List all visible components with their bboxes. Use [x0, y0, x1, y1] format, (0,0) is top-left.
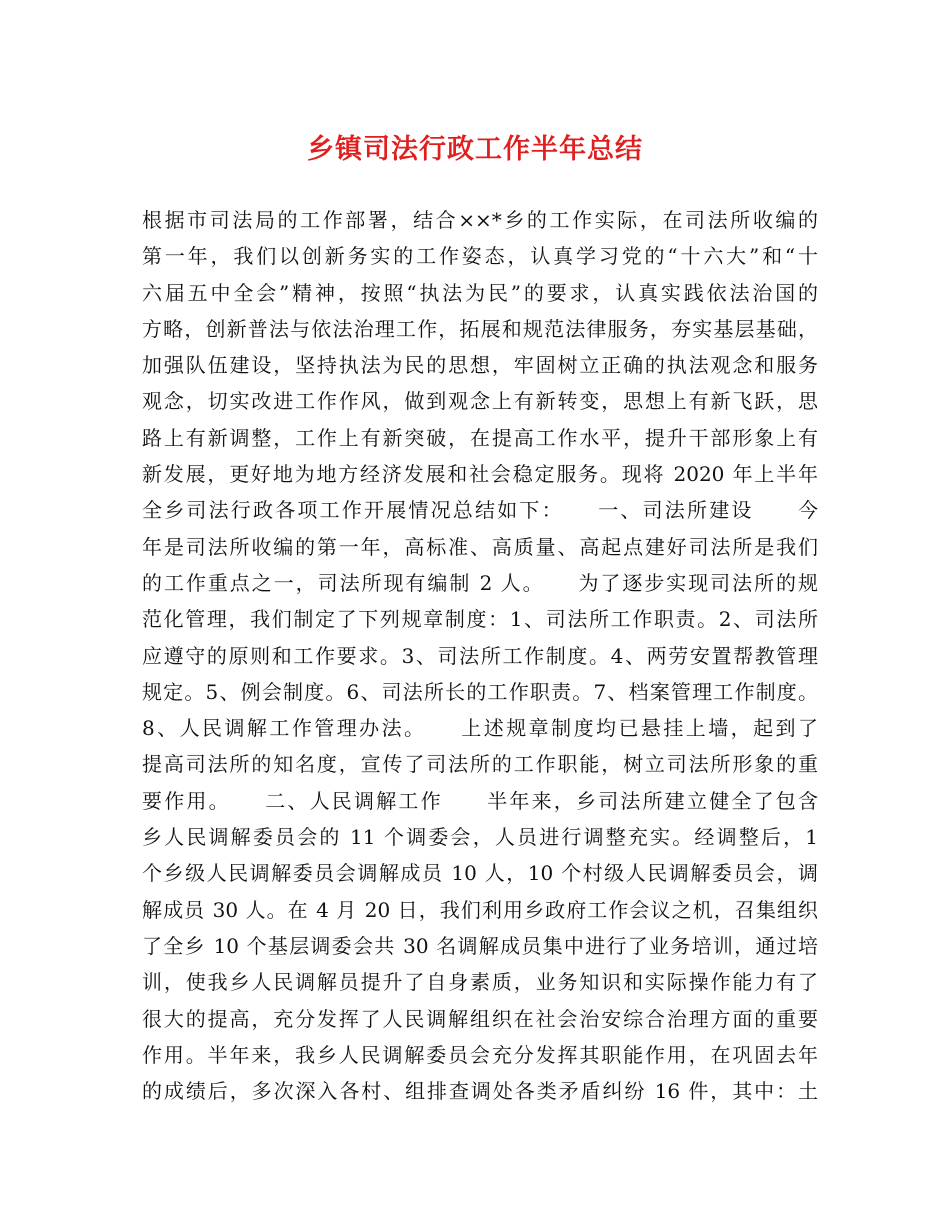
body-line: 范化管理，我们制定了下列规章制度：1、司法所工作职责。2、司法所	[142, 607, 818, 632]
body-line: 第一年，我们以创新务实的工作姿态，认真学习党的“十六大”和“十	[142, 244, 818, 269]
body-line: 训，使我乡人民调解员提升了自身素质，业务知识和实际操作能力有了	[142, 970, 818, 995]
body-line: 乡人民调解委员会的 11 个调委会，人员进行调整充实。经调整后，1	[142, 825, 818, 850]
body-line: 应遵守的原则和工作要求。3、司法所工作制度。4、两劳安置帮教管理	[142, 643, 818, 668]
body-line: 路上有新调整，工作上有新突破，在提高工作水平，提升干部形象上有	[142, 425, 818, 450]
body-line: 新发展，更好地为地方经济发展和社会稳定服务。现将 2020 年上半年	[142, 462, 818, 487]
body-line: 8、人民调解工作管理办法。 上述规章制度均已悬挂上墙，起到了	[142, 716, 818, 741]
body-line: 的工作重点之一，司法所现有编制 2 人。 为了逐步实现司法所的规	[142, 570, 818, 595]
body-line: 全乡司法行政各项工作开展情况总结如下： 一、司法所建设 今	[142, 498, 818, 523]
body-line: 根据市司法局的工作部署，结合××*乡的工作实际，在司法所收编的	[142, 208, 818, 232]
body-line: 的成绩后，多次深入各村、组排查调处各类矛盾纠纷 16 件，其中：土	[142, 1079, 818, 1104]
body-line: 很大的提高，充分发挥了人民调解组织在社会治安综合治理方面的重要	[142, 1006, 818, 1031]
document-title: 乡镇司法行政工作半年总结	[307, 134, 643, 165]
body-line: 加强队伍建设，坚持执法为民的思想，牢固树立正确的执法观念和服务	[142, 353, 818, 378]
body-line: 年是司法所收编的第一年，高标准、高质量、高起点建好司法所是我们	[142, 534, 818, 559]
body-line: 个乡级人民调解委员会调解成员 10 人，10 个村级人民调解委员会，调	[142, 861, 818, 886]
body-line: 六届五中全会”精神，按照“执法为民”的要求，认真实践依法治国的	[142, 280, 818, 305]
body-line: 提高司法所的知名度，宣传了司法所的工作职能，树立司法所形象的重	[142, 752, 818, 777]
document-body	[142, 202, 818, 1109]
body-line: 了全乡 10 个基层调委会共 30 名调解成员集中进行了业务培训，通过培	[142, 933, 818, 958]
body-line: 方略，创新普法与依法治理工作，拓展和规范法律服务，夯实基层基础，	[142, 316, 818, 341]
body-line: 解成员 30 人。在 4 月 20 日，我们利用乡政府工作会议之机，召集组织	[142, 897, 818, 922]
body-line: 规定。5、例会制度。6、司法所长的工作职责。7、档案管理工作制度。	[142, 679, 818, 704]
body-line: 作用。半年来，我乡人民调解委员会充分发挥其职能作用，在巩固去年	[142, 1042, 818, 1067]
body-line: 观念，切实改进工作作风，做到观念上有新转变，思想上有新飞跃，思	[142, 389, 818, 414]
body-line: 要作用。 二、人民调解工作 半年来，乡司法所建立健全了包含	[142, 788, 818, 813]
